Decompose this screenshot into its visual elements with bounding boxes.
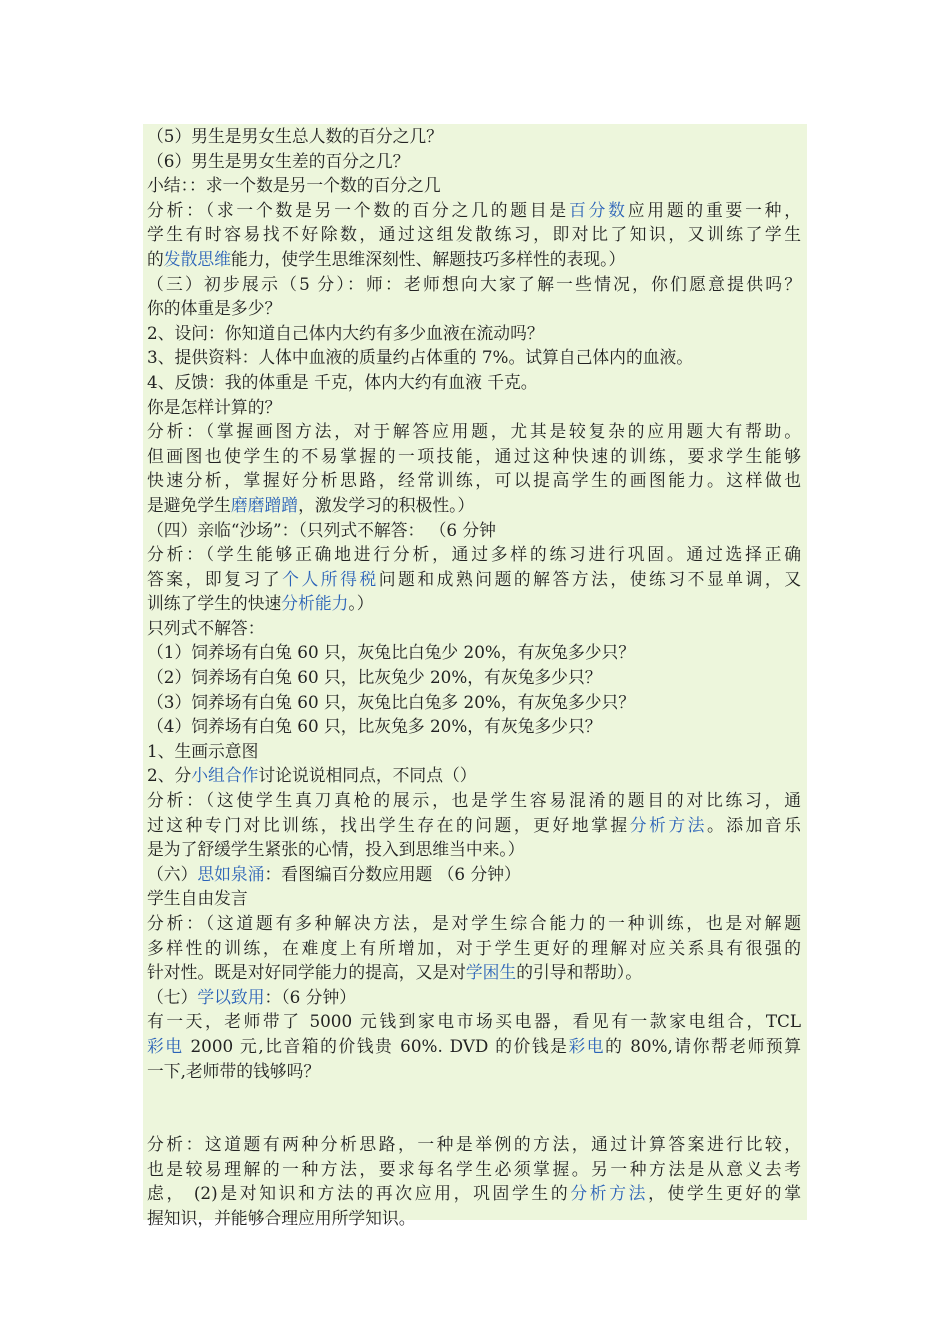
- text-segment: ，使学生更好的掌: [648, 1183, 801, 1204]
- text-line: [147, 665, 801, 690]
- text-segment: 分析：（掌握画图方法，对于解答应用题，尤其是较复杂的应用题大有帮助。: [147, 421, 801, 442]
- text-segment: （5）男生是男女生总人数的百分之几？: [147, 126, 443, 146]
- text-line: [147, 395, 801, 420]
- text-segment: 过这种专门对比训练，找出学生存在的问题，更好地掌握: [147, 814, 630, 835]
- text-line: [147, 960, 801, 985]
- text-line: [147, 518, 801, 543]
- text-line: [147, 936, 801, 961]
- text-segment: 的引导和帮助）。: [516, 962, 643, 983]
- keyword-link[interactable]: 分析方法: [570, 1183, 649, 1204]
- text-line: [147, 837, 801, 862]
- text-line: [147, 616, 801, 641]
- text-segment: 的: [147, 248, 164, 269]
- text-segment: 小结：：求一个数是另一个数的百分之几: [147, 175, 441, 196]
- text-line: [147, 247, 801, 272]
- text-line: [147, 1157, 801, 1182]
- text-segment: （6）男生是男女生差的百分之几？: [147, 150, 410, 171]
- text-segment: 分析：（这使学生真刀真枪的展示，也是学生容易混淆的题目的对比练习，通: [147, 790, 801, 811]
- text-line: [147, 370, 801, 395]
- text-line: [147, 124, 801, 149]
- blank-line: [147, 1083, 801, 1132]
- keyword-link[interactable]: 彩电: [568, 1035, 606, 1056]
- text-segment: 2000 元,比音箱的价钱贵 60%. DVD 的价钱是: [183, 1035, 569, 1056]
- text-segment: 只列式不解答：: [147, 617, 265, 638]
- text-line: [147, 862, 801, 887]
- text-line: [147, 788, 801, 813]
- text-segment: 3、提供资料：人体中血液的质量约占体重的 7%。试算自己体内的血液。: [147, 347, 694, 368]
- keyword-link[interactable]: 个人所得税: [282, 568, 379, 589]
- text-segment: 的 80%,请你帮老师预算: [605, 1035, 801, 1056]
- text-line: [147, 173, 801, 198]
- text-line: [147, 272, 801, 297]
- keyword-link[interactable]: 分析能力: [281, 593, 349, 614]
- text-segment: 。）: [348, 593, 374, 614]
- text-line: [147, 198, 801, 223]
- text-segment: 快速分析，掌握好分析思路，经常训练，可以提高学生的画图能力。这样做也: [147, 470, 801, 491]
- text-line: [147, 690, 801, 715]
- text-line: [147, 640, 801, 665]
- keyword-link[interactable]: 小组合作: [191, 765, 259, 786]
- text-segment: 但画图也使学生的不易掌握的一项技能，通过这种快速的训练，要求学生能够: [147, 445, 801, 466]
- text-line: [147, 763, 801, 788]
- text-line: [147, 1059, 801, 1084]
- text-segment: 多样性的训练，在难度上有所增加，对于学生更好的理解对应关系具有很强的: [147, 937, 801, 958]
- text-segment: 应用题的重要一种，: [627, 199, 801, 220]
- text-segment: ，激发学习的积极性。）: [298, 494, 475, 515]
- text-segment: ：看图编百分数应用题 （6 分钟）: [264, 863, 521, 884]
- text-line: [147, 419, 801, 444]
- document-content-panel: [143, 124, 807, 1228]
- keyword-link[interactable]: 磨磨蹭蹭: [230, 494, 299, 515]
- text-line: [147, 296, 801, 321]
- text-line: [147, 813, 801, 838]
- text-line: [147, 886, 801, 911]
- text-segment: 问题和成熟问题的解答方法，使练习不显单调，又: [378, 568, 801, 589]
- text-line: [147, 321, 801, 346]
- text-line: [147, 149, 801, 174]
- text-line: [147, 911, 801, 936]
- text-segment: 分析：这道题有两种分析思路，一种是举例的方法，通过计算答案进行比较，: [147, 1134, 801, 1155]
- text-segment: 也是较易理解的一种方法，要求每名学生必须掌握。另一种方法是从意义去考: [147, 1158, 801, 1179]
- keyword-link[interactable]: 百分数: [569, 199, 628, 220]
- text-line: [147, 222, 801, 247]
- text-segment: 一下,老师带的钱够吗？: [147, 1060, 321, 1081]
- keyword-link[interactable]: 思如泉涌: [197, 863, 265, 884]
- text-segment: 2、分: [147, 765, 192, 786]
- text-segment: 2、设问：你知道自己体内大约有多少血液在流动吗？: [147, 322, 544, 343]
- text-line: [147, 739, 801, 764]
- keyword-link[interactable]: 彩电: [147, 1035, 184, 1056]
- text-segment: 你的体重是多少？: [147, 298, 282, 319]
- keyword-link[interactable]: 学以致用: [197, 986, 265, 1007]
- text-segment: 分析：（这道题有多种解决方法，是对学生综合能力的一种训练，也是对解题: [147, 913, 801, 933]
- text-line: [147, 468, 801, 493]
- text-segment: 有一天，老师带了 5000 元钱到家电市场买电器，看见有一款家电组合，TCL: [147, 1011, 801, 1032]
- text-segment: ：（6 分钟）: [264, 986, 357, 1007]
- text-segment: 讨论说说相同点，不同点（）: [258, 765, 477, 786]
- text-line: [147, 345, 801, 370]
- text-segment: 能力，使学生思维深刻性、解题技巧多样性的表现。）: [230, 248, 626, 269]
- text-segment: （四）亲临“沙场”：（只列式不解答： （6 分钟: [147, 519, 496, 540]
- text-line: [147, 493, 801, 518]
- keyword-link[interactable]: 分析方法: [629, 814, 707, 835]
- keyword-link[interactable]: 发散思维: [163, 248, 231, 269]
- text-line: [147, 567, 801, 592]
- text-line: [147, 985, 801, 1010]
- text-line: [147, 591, 801, 616]
- text-line: [147, 444, 801, 469]
- text-segment: 学生有时容易找不好除数，通过这组发散练习，即对比了知识，又训练了学生: [147, 224, 801, 245]
- text-segment: 你是怎样计算的？: [147, 396, 282, 417]
- keyword-link[interactable]: 学困生: [465, 962, 517, 983]
- text-line: [147, 1034, 801, 1059]
- text-segment: 学生自由发言: [147, 888, 248, 909]
- text-line: [147, 1132, 801, 1157]
- text-segment: 是为了舒缓学生紧张的心情，投入到思维当中来。）: [147, 839, 525, 860]
- text-segment: （4）饲养场有白兔 60 只，比灰兔多 20%，有灰兔多少只？: [147, 716, 602, 737]
- text-segment: 分析：（求一个数是另一个数的百分之几的题目是: [147, 199, 569, 220]
- text-segment: 4、反馈：我的体重是 千克，体内大约有血液 千克。: [147, 371, 538, 392]
- text-segment: 握知识，并能够合理应用所学知识。: [147, 1207, 416, 1228]
- text-line: [147, 1206, 801, 1231]
- text-segment: （2）饲养场有白兔 60 只，比灰兔少 20%，有灰兔多少只？: [147, 667, 602, 688]
- text-line: [147, 542, 801, 567]
- text-segment: 答案，即复习了: [147, 568, 283, 589]
- text-segment: 1、生画示意图: [147, 740, 259, 761]
- text-line: [147, 1009, 801, 1034]
- text-segment: 是避免学生: [147, 494, 231, 515]
- text-segment: （七）: [147, 986, 198, 1007]
- text-segment: 针对性。既是对好同学能力的提高，又是对: [147, 962, 466, 983]
- text-segment: 分析：（学生能够正确地进行分析，通过多样的练习进行巩固。通过选择正确: [147, 544, 801, 565]
- text-segment: （3）饲养场有白兔 60 只，灰兔比白兔多 20%，有灰兔多少只？: [147, 691, 636, 712]
- text-segment: （1）饲养场有白兔 60 只，灰兔比白兔少 20%，有灰兔多少只？: [147, 642, 636, 663]
- text-segment: 虑， (2)是对知识和方法的再次应用，巩固学生的: [147, 1183, 571, 1204]
- text-line: [147, 1181, 801, 1206]
- text-segment: （三）初步展示（5 分）：师：老师想向大家了解一些情况，你们愿意提供吗？: [147, 273, 801, 294]
- text-segment: 。添加音乐: [706, 814, 801, 835]
- text-segment: 训练了学生的快速: [147, 593, 282, 614]
- text-segment: （六）: [147, 863, 198, 884]
- text-line: [147, 714, 801, 739]
